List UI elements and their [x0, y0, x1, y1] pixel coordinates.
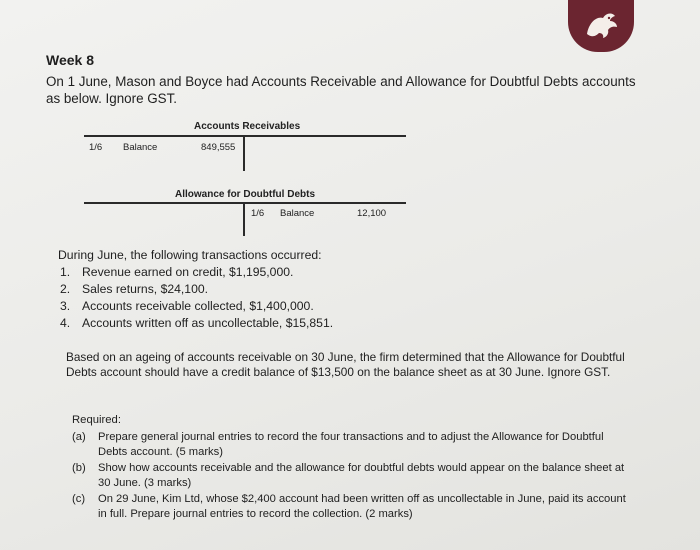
- transactions-intro: During June, the following transactions occurred:: [58, 248, 322, 262]
- allowance-date: 1/6: [251, 208, 265, 219]
- ageing-paragraph: Based on an ageing of accounts receivable on 30 June, the firm determined that the Allowance for Doubtful Debts account should have a credit balance of $13,500 on the balance sheet as at 30 June. Ignore GST.: [66, 350, 625, 379]
- allowance-title: Allowance for Doubtful Debts: [175, 189, 315, 200]
- list-item: (b) Show how accounts receivable and the allowance for doubtful debts would appear on the balance sheet at 30 June. (3 marks): [72, 462, 625, 489]
- list-item: (c) On 29 June, Kim Ltd, whose $2,400 account had been written off as uncollectable in June, paid its account in full. Prepare journal entries to record the collection. (2 marks): [72, 493, 626, 520]
- required-label: Required:: [72, 414, 121, 426]
- list-item: 2. Sales returns, $24,100.: [60, 282, 209, 296]
- list-item: 3. Accounts receivable collected, $1,400,000.: [60, 299, 314, 313]
- ar-label: Balance: [123, 142, 158, 153]
- list-item: 1. Revenue earned on credit, $1,195,000.: [60, 265, 294, 279]
- allowance-top-rule: [84, 202, 406, 204]
- list-item: (a) Prepare general journal entries to record the four transactions and to adjust the Allowance for Doubtful Debts account. (5 marks): [72, 431, 604, 458]
- list-item: 4. Accounts written off as uncollectable, $15,851.: [60, 316, 334, 330]
- required-list: [72, 430, 632, 523]
- university-logo: [568, 0, 634, 52]
- ar-title: Accounts Receivables: [194, 121, 301, 132]
- allowance-amount: 12,100: [357, 208, 387, 219]
- allowance-divider: [243, 202, 245, 236]
- ar-date: 1/6: [89, 142, 103, 153]
- university-crest-icon: [579, 8, 623, 44]
- intro-paragraph: On 1 June, Mason and Boyce had Accounts Receivable and Allowance for Doubtful Debts accounts as below. Ignore GST.: [46, 74, 636, 106]
- ar-top-rule: [84, 135, 406, 137]
- allowance-label: Balance: [280, 208, 315, 219]
- transactions-list: [60, 264, 333, 332]
- ar-divider: [243, 135, 245, 171]
- week-heading: Week 8: [46, 52, 94, 68]
- ar-amount: 849,555: [201, 142, 236, 153]
